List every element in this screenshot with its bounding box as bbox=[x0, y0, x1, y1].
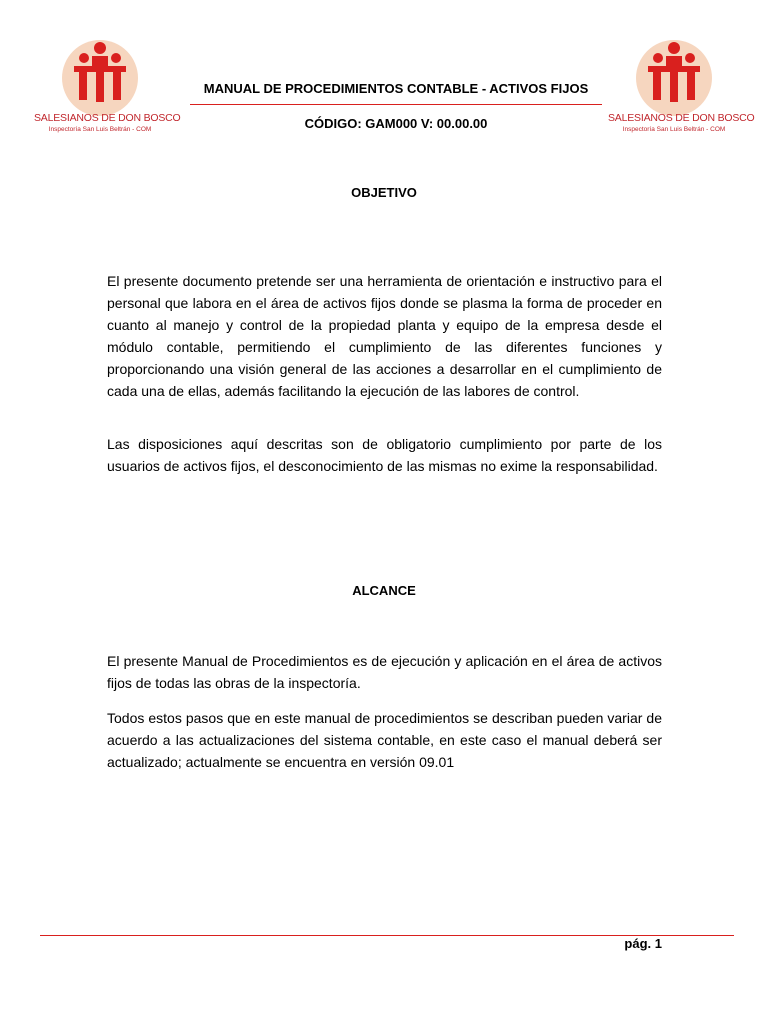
objetivo-paragraph-2: Las disposiciones aquí descritas son de obligatorio cumplimiento por parte de los usuarios de activos fijos, el desconocimiento de las mismas no exime la responsabilidad. bbox=[107, 436, 662, 474]
header-divider bbox=[190, 104, 602, 105]
document-title: MANUAL DE PROCEDIMIENTOS CONTABLE - ACTIVOS FIJOS bbox=[203, 81, 589, 96]
salesianos-logo-right bbox=[608, 36, 755, 140]
logo-subtitle-text: Inspectoría San Luis Beltrán - COM bbox=[622, 126, 726, 133]
document-code: CÓDIGO: GAM000 V: 00.00.00 bbox=[304, 116, 488, 131]
logo-subtitle-text: Inspectoría San Luis Beltrán - COM bbox=[48, 126, 152, 133]
logo-brand-text: SALESIANOS DE DON BOSCO bbox=[34, 112, 181, 124]
alcance-paragraph-2: Todos estos pasos que en este manual de procedimientos se describan pueden variar de acuerdo a las actualizaciones del sistema contable, en este caso el manual deberá ser actualizado; actualmente se encuentra en versión 09.01 bbox=[107, 710, 662, 770]
objetivo-paragraph-1: El presente documento pretende ser una herramienta de orientación e instructivo para el personal que labora en el área de activos fijos donde se plasma la forma de proceder en cuanto al manejo y control de la propiedad planta y equipo de la empresa desde el módulo contable, permitiendo el cumplimiento de las diferentes funciones y proporcionando una visión general de las acciones a desarrollar en el cumplimiento de cada una de ellas, además facilitando la ejecución de las labores de control. bbox=[107, 273, 662, 399]
logo-brand-text: SALESIANOS DE DON BOSCO bbox=[608, 112, 755, 124]
salesianos-emblem-icon bbox=[34, 36, 166, 116]
page-number: pág. 1 bbox=[624, 936, 662, 951]
salesianos-logo-left bbox=[34, 36, 181, 140]
objetivo-heading: OBJETIVO bbox=[351, 185, 417, 200]
alcance-heading: ALCANCE bbox=[352, 583, 416, 598]
salesianos-emblem-icon bbox=[608, 36, 740, 116]
alcance-paragraph-1: El presente Manual de Procedimientos es de ejecución y aplicación en el área de activos fijos de todas las obras de la inspectoría. bbox=[107, 653, 662, 691]
